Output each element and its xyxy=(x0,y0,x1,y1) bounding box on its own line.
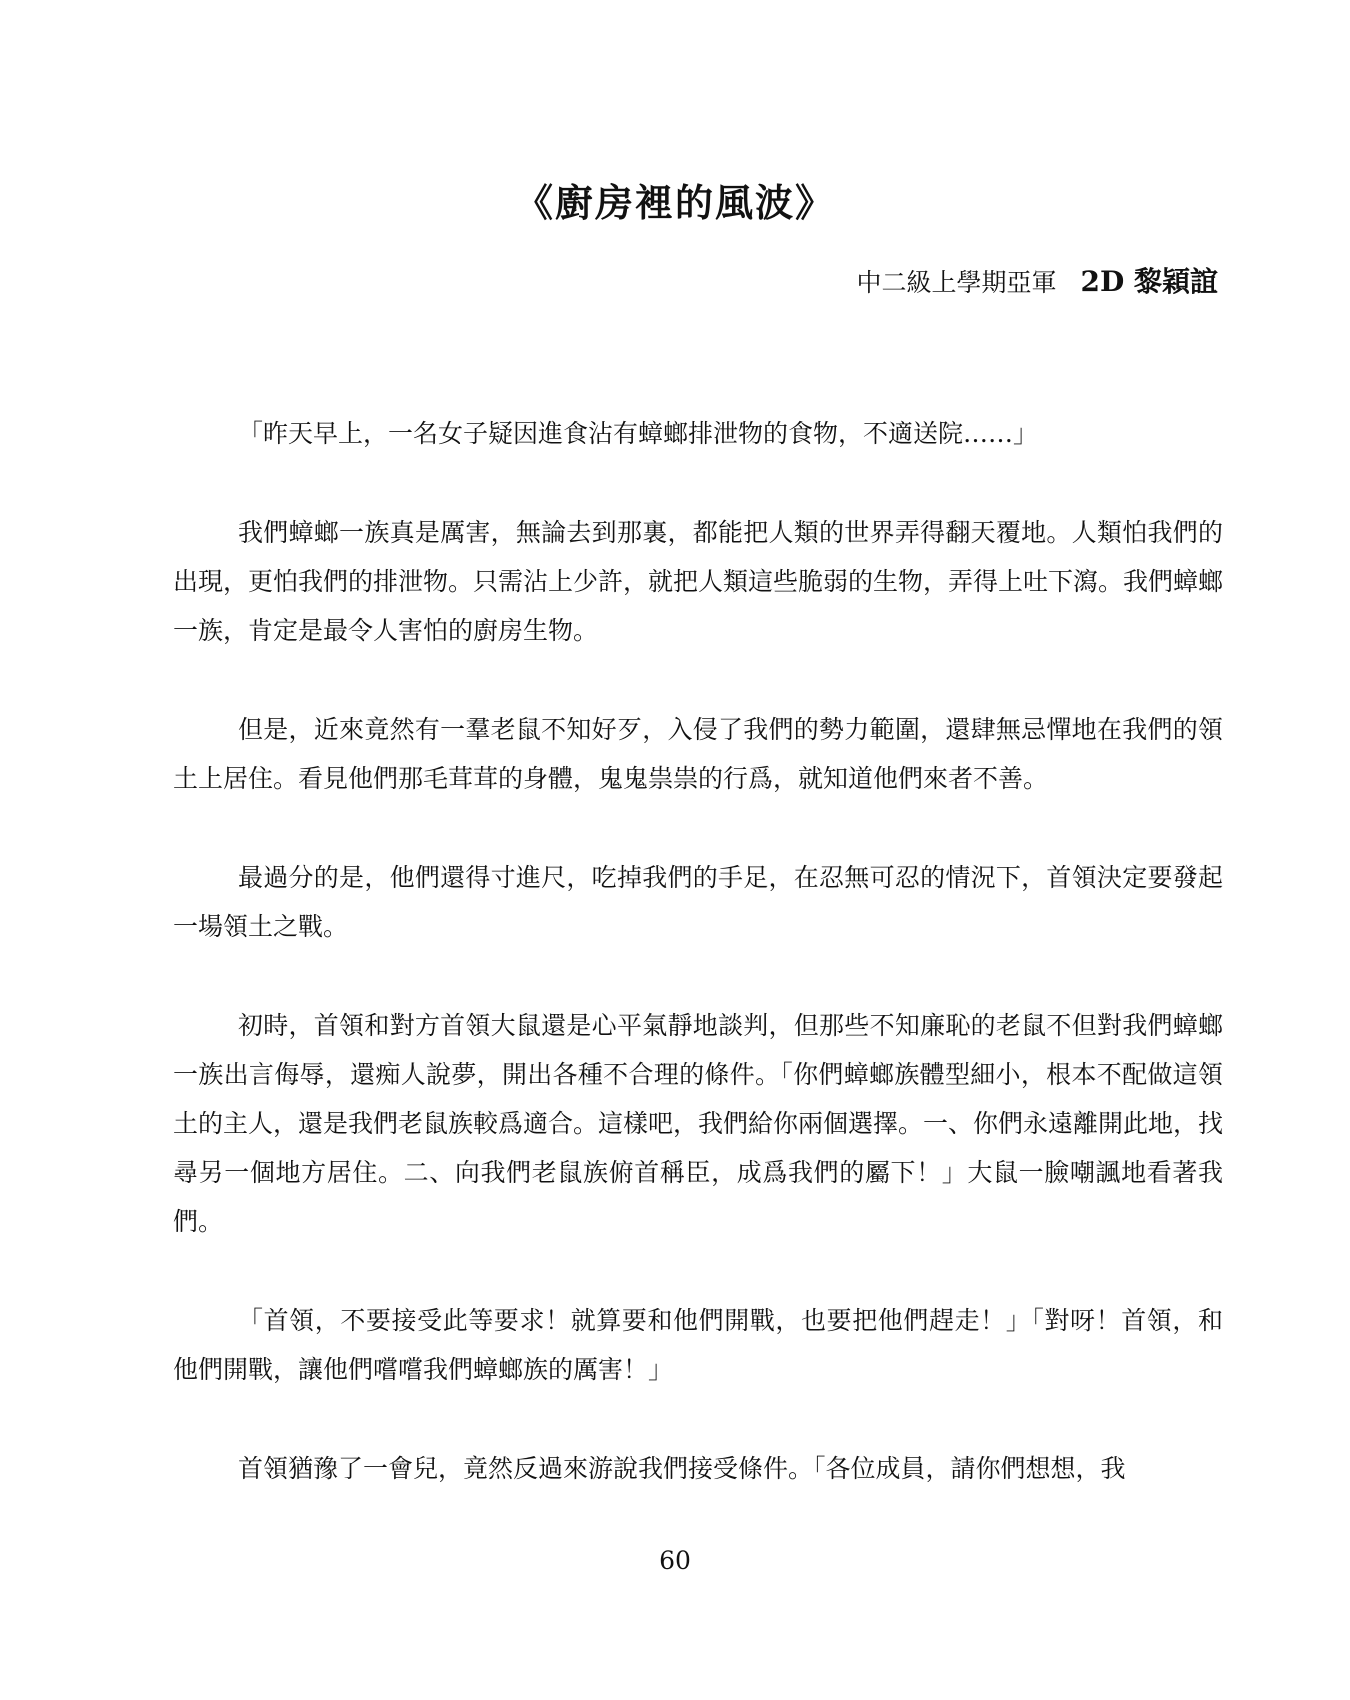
paragraph: 我們蟑螂一族真是厲害，無論去到那裏，都能把人類的世界弄得翻天覆地。人類怕我們的出現，更怕我們的排泄物。只需沾上少許，就把人類這些脆弱的生物，弄得上吐下瀉。我們蟑螂一族，肯定是最令人害怕的廚房生物。 xyxy=(173,518,1224,645)
page-number: 60 xyxy=(659,1546,691,1575)
paragraph: 首領猶豫了一會兒，竟然反過來游說我們接受條件。「各位成員，請你們想想，我 xyxy=(238,1454,1126,1483)
author-name: 2D 黎穎誼 xyxy=(1080,265,1218,298)
paragraph: 「昨天早上，一名女子疑因進食沾有蟑螂排泄物的食物，不適送院……」 xyxy=(238,419,1039,448)
paragraph: 但是，近來竟然有一羣老鼠不知好歹，入侵了我們的勢力範圍，還肆無忌憚地在我們的領土上居住。看見他們那毛茸茸的身體，鬼鬼祟祟的行爲，就知道他們來者不善。 xyxy=(173,715,1223,793)
paragraph: 初時，首領和對方首領大鼠還是心平氣靜地談判，但那些不知廉恥的老鼠不但對我們蟑螂一族出言侮辱，還痴人說夢，開出各種不合理的條件。「你們蟑螂族體型細小，根本不配做這領土的主人，還是我們老鼠族較爲適合。這樣吧，我們給你兩個選擇。一、你們永遠離開此地，找尋另一個地方居住。二、向我們老鼠族俯首稱臣，成爲我們的屬下！」大鼠一臉嘲諷地看著我們。 xyxy=(173,1011,1224,1236)
byline xyxy=(856,262,1218,303)
paragraph: 最過分的是，他們還得寸進尺，吃掉我們的手足，在忍無可忍的情況下，首領決定要發起一場領土之戰。 xyxy=(173,863,1223,941)
page-title: 《廚房裡的風波》 xyxy=(514,180,835,225)
award-label: 中二級上學期亞軍 xyxy=(856,268,1057,297)
body-text xyxy=(173,409,1223,1543)
paragraph: 「首領，不要接受此等要求！就算要和他們開戰，也要把他們趕走！」「對呀！首領，和他們開戰，讓他們嚐嚐我們蟑螂族的厲害！」 xyxy=(173,1306,1223,1384)
